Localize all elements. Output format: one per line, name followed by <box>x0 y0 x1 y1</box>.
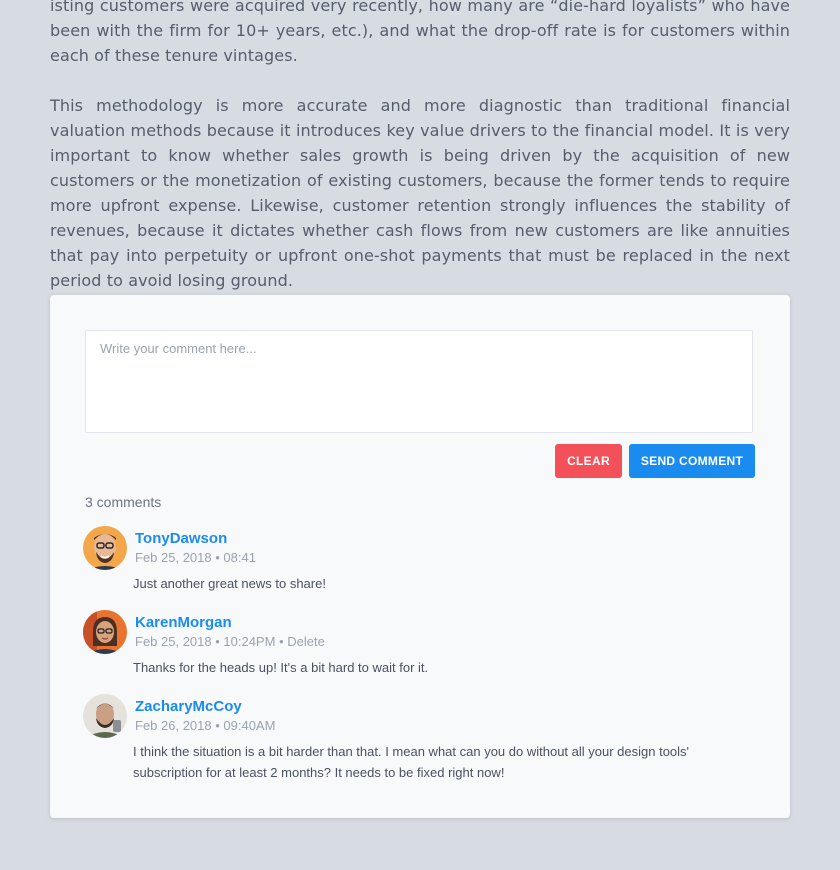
comment-timestamp: Feb 26, 2018 • 09:40AM <box>135 718 276 733</box>
comment-text: Just another great news to share! <box>133 576 326 591</box>
clear-button[interactable]: CLEAR <box>555 444 622 478</box>
comments-card <box>50 295 790 818</box>
avatar-karen-morgan[interactable] <box>83 610 127 654</box>
comment-author[interactable]: ZacharyMcCoy <box>135 698 242 715</box>
comment-meta <box>135 718 275 733</box>
comment-timestamp: Feb 25, 2018 • 08:41 <box>135 550 256 565</box>
comment-author[interactable]: KarenMorgan <box>135 614 232 631</box>
send-comment-button[interactable]: SEND COMMENT <box>629 444 755 478</box>
article-paragraph-2-text: This methodology is more accurate and more diagnostic than traditional financial valuation methods because it introduces key value drivers to the financial model. It is very important to know whether sales growth is being driven by the acquisition of new customers or the monetization of existing customers, because the former tends to require more upfront expense. Likewise, customer retention strongly influences the stability of revenues, because it dictates whether cash flows from new customers are like annuities that pay into perpetuity or upfront one-shot payments that must be replaced in the next period to avoid losing ground. <box>50 96 790 290</box>
comment-meta <box>135 634 325 649</box>
article-paragraph-2 <box>50 93 790 293</box>
avatar-tony-dawson[interactable] <box>83 526 127 570</box>
comment-text: Thanks for the heads up! It's a bit hard to wait for it. <box>133 660 429 675</box>
article-paragraph-1-text: isting customers were acquired very recently, how many are “die-hard loyalists” who have been with the firm for 10+ years, etc.), and what the drop-off rate is for customers within each of these tenure vintages. <box>50 0 790 65</box>
comment-author[interactable]: TonyDawson <box>135 530 228 547</box>
comment-timestamp: Feb 25, 2018 • 10:24PM <box>135 634 276 649</box>
avatar-zachary-mccoy[interactable] <box>83 694 127 738</box>
comment-count: 3 comments <box>85 494 162 510</box>
delete-comment-link[interactable]: • Delete <box>279 634 325 649</box>
comment-meta <box>135 550 256 565</box>
article-paragraph-1 <box>50 0 790 68</box>
comment-text: I think the situation is a bit harder than that. I mean what can you do without all your design tools' subscription for at least 2 months? It needs to be fixed right now! <box>133 744 690 780</box>
comment-input[interactable] <box>85 330 753 433</box>
